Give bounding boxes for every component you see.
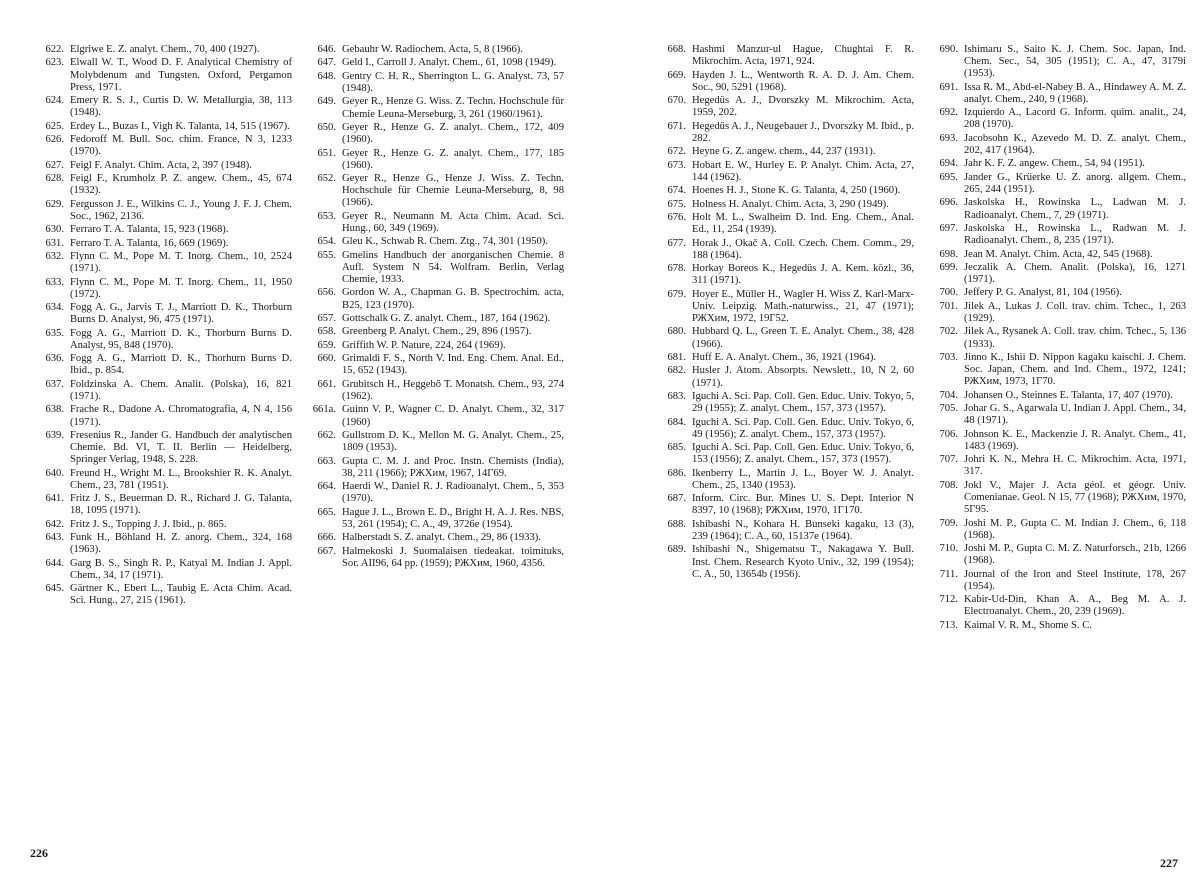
reference-text: Funk H., Böhland H. Z. anorg. Chem., 324, 168 (1963). — [70, 532, 292, 556]
reference-number: 636. — [45, 353, 64, 365]
reference-text: Hegedüs A. J., Neugebauer J., Dvorszky M. Ibid., p. 282. — [692, 120, 914, 144]
reference-entry — [924, 82, 1186, 106]
reference-number: 648. — [317, 70, 336, 82]
reference-number: 652. — [317, 173, 336, 185]
reference-text: Fogg A. G., Jarvis T. J., Marriott D. K., Thorburn Burns D. Analyst, 96, 475 (1971). — [70, 302, 292, 326]
reference-entry — [924, 197, 1186, 221]
reference-number: 646. — [317, 44, 336, 55]
reference-number: 655. — [317, 249, 336, 261]
reference-number: 677. — [667, 237, 686, 249]
reference-entry — [652, 95, 914, 119]
reference-entry — [302, 148, 564, 172]
reference-number: 696. — [939, 197, 958, 209]
reference-entry — [302, 379, 564, 403]
reference-number: 686. — [667, 467, 686, 479]
reference-entry — [302, 430, 564, 454]
reference-text: Gottschalk G. Z. analyt. Chem., 187, 164 (1962). — [342, 313, 551, 325]
reference-number: 657. — [317, 313, 336, 325]
reference-entry — [302, 326, 564, 338]
reference-entry — [652, 121, 914, 145]
reference-number: 645. — [45, 583, 64, 595]
reference-number: 702. — [939, 326, 958, 338]
reference-number: 681. — [667, 352, 686, 363]
reference-text: Garg B. S., Singh R. P., Katyal M. Indian J. Appl. Chem., 34, 17 (1971). — [70, 557, 292, 581]
reference-entry — [302, 481, 564, 505]
reference-entry — [924, 352, 1186, 388]
reference-entry — [924, 429, 1186, 453]
reference-number: 666. — [317, 532, 336, 544]
reference-entry — [924, 569, 1186, 593]
reference-entry — [924, 403, 1186, 427]
reference-entry — [30, 468, 292, 492]
reference-number: 664. — [317, 481, 336, 493]
reference-number: 665. — [317, 506, 336, 518]
reference-entry — [924, 390, 1186, 402]
reference-text: Johri K. N., Mehra H. C. Mikrochim. Acta, 1971, 317. — [964, 454, 1186, 478]
reference-entry — [924, 454, 1186, 478]
page-number-left: 226 — [30, 846, 48, 860]
reference-number: 701. — [939, 300, 958, 312]
reference-text: Ferraro T. A. Talanta, 16, 669 (1969). — [70, 237, 229, 249]
reference-text: Elgriwe E. Z. analyt. Chem., 70, 400 (1927). — [70, 44, 260, 55]
reference-number: 630. — [45, 224, 64, 236]
reference-number: 667. — [317, 545, 336, 557]
reference-entry — [30, 430, 292, 466]
reference-text: Husler J. Atom. Absorpts. Newslett., 10, N 2, 60 (1971). — [692, 365, 914, 389]
reference-entry — [302, 173, 564, 209]
reference-entry — [30, 353, 292, 377]
reference-text: Halberstadt S. Z. analyt. Chem., 29, 86 (1933). — [342, 532, 541, 544]
reference-number: 676. — [667, 212, 686, 224]
column — [302, 44, 564, 571]
reference-text: Flynn C. M., Pope M. T. Inorg. Chem., 10, 2524 (1971). — [70, 251, 292, 275]
reference-number: 682. — [667, 365, 686, 377]
reference-text: Hoyer E., Müller H., Wagler H. Wiss Z. Karl-Marx-Univ. Leipzig. Math.-naturwiss., 21, 47 (1971); РЖХим, 1972, 19Г52. — [692, 288, 914, 325]
reference-number: 635. — [45, 327, 64, 339]
reference-number: 707. — [939, 454, 958, 466]
reference-entry — [302, 340, 564, 352]
reference-entry — [30, 583, 292, 607]
reference-number: 624. — [45, 95, 64, 107]
reference-entry — [924, 133, 1186, 157]
reference-text: Elwall W. T., Wood D. F. Analytical Chemistry of Molybdenum and Tungsten. Oxford, Pergamon Press, 1971. — [70, 57, 292, 93]
reference-text: Huff E. A. Analyt. Chem., 36, 1921 (1964). — [692, 352, 877, 363]
reference-text: Hoenes H. J., Stone K. G. Talanta, 4, 250 (1960). — [692, 185, 901, 197]
reference-text: Greenberg P. Analyt. Chem., 29, 896 (1957). — [342, 326, 532, 338]
reference-entry — [924, 44, 1186, 80]
reference-entry — [302, 456, 564, 480]
reference-number: 684. — [667, 416, 686, 428]
reference-number: 699. — [939, 261, 958, 273]
reference-number: 649. — [317, 96, 336, 108]
reference-text: Frache R., Dadone A. Chromatografia, 4, N 4, 156 (1971). — [70, 404, 292, 428]
reference-entry — [30, 160, 292, 172]
reference-number: 654. — [317, 236, 336, 248]
reference-number: 695. — [939, 171, 958, 183]
reference-text: Iguchi A. Sci. Pap. Coll. Gen. Educ. Univ. Tokyo, 5, 29 (1955); Z. analyt. Chem., 157, 373 (1957). — [692, 390, 914, 415]
reference-text: Gleu K., Schwab R. Chem. Ztg., 74, 301 (1950). — [342, 236, 548, 248]
reference-number: 685. — [667, 442, 686, 454]
reference-number: 705. — [939, 403, 958, 415]
reference-entry — [652, 185, 914, 197]
reference-number: 627. — [45, 159, 64, 171]
reference-entry — [924, 287, 1186, 299]
reference-entry — [924, 107, 1186, 131]
reference-number: 710. — [939, 543, 958, 555]
reference-text: Hegedüs A. J., Dvorszky M. Mikrochim. Acta, 1959, 202. — [692, 95, 914, 119]
reference-number: 687. — [667, 493, 686, 505]
reference-entry — [302, 71, 564, 95]
reference-number: 622. — [45, 44, 64, 55]
reference-number: 693. — [939, 132, 958, 144]
reference-text: Geld I., Carroll J. Analyt. Chem., 61, 1098 (1949). — [342, 57, 557, 69]
reference-number: 651. — [317, 147, 336, 159]
reference-text: Inform. Circ. Bur. Mines U. S. Dept. Interior N 8397, 10 (1968); РЖХим, 1970, 1Г170. — [692, 493, 914, 517]
reference-entry — [652, 44, 914, 68]
reference-text: Gmelins Handbuch der anorganischen Chemie. 8 Aufl. System N 54. Wolfram. Berlin, Verlag Chemie, 1933. — [342, 249, 564, 286]
reference-entry — [302, 122, 564, 146]
reference-text: Fedoroff M. Bull. Soc. chim. France, N 3, 1233 (1970). — [70, 134, 292, 158]
reference-number: 708. — [939, 479, 958, 491]
reference-number: 691. — [939, 81, 958, 93]
reference-entry — [924, 543, 1186, 567]
reference-text: Grimaldi F. S., North V. Ind. Eng. Chem. Anal. Ed., 15, 652 (1943). — [342, 353, 564, 377]
reference-text: Jaskolska H., Rowinska L., Radwan M. J. Radioanalyt. Chem., 8, 235 (1971). — [964, 222, 1186, 247]
reference-number: 662. — [317, 429, 336, 441]
reference-entry — [924, 172, 1186, 196]
reference-text: Emery R. S. J., Curtis D. W. Metallurgia, 38, 113 (1948). — [70, 95, 292, 119]
reference-text: Jahr K. F. Z. angew. Chem., 54, 94 (1951). — [964, 158, 1145, 170]
reference-text: Fritz J. S., Topping J. J. Ibid., p. 865. — [70, 518, 227, 530]
reference-entry — [652, 289, 914, 325]
reference-entry — [652, 146, 914, 158]
reference-entry — [302, 96, 564, 120]
reference-entry — [30, 558, 292, 582]
reference-number: 647. — [317, 57, 336, 69]
reference-number: 703. — [939, 352, 958, 363]
reference-entry — [30, 493, 292, 517]
reference-number: 639. — [45, 429, 64, 441]
reference-text: Izquierdo A., Lacord G. Inform. quim. analit., 24, 208 (1970). — [964, 107, 1186, 131]
reference-entry — [30, 379, 292, 403]
reference-entry — [302, 507, 564, 531]
reference-text: Griffith W. P. Nature, 224, 264 (1969). — [342, 339, 506, 351]
reference-number: 661a. — [312, 404, 336, 416]
reference-entry — [652, 238, 914, 262]
reference-entry — [924, 518, 1186, 542]
reference-entry — [652, 468, 914, 492]
reference-entry — [30, 44, 292, 56]
reference-entry — [652, 352, 914, 364]
reference-text: Johansen O., Steinnes E. Talanta, 17, 407 (1970). — [964, 389, 1173, 401]
reference-text: Halmekoski J. Suomalaisen tiedeakat. toimituks, Sor. AII96, 64 pp. (1959); РЖХим, 1960, 4356. — [342, 545, 564, 569]
reference-entry — [30, 121, 292, 133]
reference-text: Iguchi A. Sci. Pap. Coll. Gen. Educ. Univ. Tokyo, 6, 153 (1956); Z. analyt. Chem., 157, 373 (1957). — [692, 442, 914, 466]
reference-number: 688. — [667, 518, 686, 530]
column — [30, 44, 292, 609]
reference-text: Jilek A., Rysanek A. Coll. trav. chim. Tchec., 5, 136 (1933). — [964, 326, 1186, 350]
reference-text: Freund H., Wright M. L., Brookshier R. K. Analyt. Chem., 23, 781 (1951). — [70, 467, 292, 491]
reference-text: Ishibashi N., Shigematsu T., Nakagawa Y. Bull. Inst. Chem. Research Kyoto Univ., 32, 199 (1954); C. A., 50, 13654b (1956). — [692, 544, 914, 580]
reference-text: Flynn C. M., Pope M. T. Inorg. Chem., 11, 1950 (1972). — [70, 276, 292, 300]
reference-text: Fresenius R., Jander G. Handbuch der analytischen Chemie. Bd. VI, T. II. Berlin — Heidelberg, Springer Verlag, 1948, S. 228. — [70, 429, 292, 466]
reference-entry — [302, 546, 564, 570]
reference-number: 642. — [45, 518, 64, 530]
reference-text: Fergusson J. E., Wilkins C. J., Young J. F. J. Chem. Soc., 1962, 2136. — [70, 198, 292, 222]
reference-text: Jeczalik A. Chem. Analit. (Polska), 16, 1271 (1971). — [964, 261, 1186, 286]
reference-number: 689. — [667, 544, 686, 556]
reference-text: Holness H. Analyt. Chim. Acta, 3, 290 (1949). — [692, 198, 889, 210]
reference-number: 680. — [667, 326, 686, 338]
reference-entry — [924, 620, 1186, 632]
reference-text: Jean M. Analyt. Chim. Acta, 42, 545 (1968). — [964, 248, 1153, 260]
reference-number: 640. — [45, 467, 64, 479]
reference-text: Ferraro T. A. Talanta, 15, 923 (1968). — [70, 224, 229, 236]
reference-entry — [652, 365, 914, 389]
reference-text: Haerdi W., Daniel R. J. Radioanalyt. Chem., 5, 353 (1970). — [342, 481, 564, 505]
reference-text: Hobart E. W., Hurley E. P. Analyt. Chim. Acta, 27, 144 (1962). — [692, 159, 914, 183]
reference-number: 629. — [45, 198, 64, 210]
reference-number: 673. — [667, 159, 686, 171]
reference-entry — [30, 173, 292, 197]
reference-entry — [302, 532, 564, 544]
reference-text: Geyer R., Henze G. Wiss. Z. Techn. Hochschule für Chemie Leuna-Merseburg, 3, 261 (1960/1961). — [342, 96, 564, 120]
reference-number: 626. — [45, 134, 64, 146]
reference-number: 653. — [317, 210, 336, 222]
reference-number: 678. — [667, 263, 686, 275]
reference-number: 671. — [667, 120, 686, 132]
reference-text: Joshi M. P., Gupta C. M. Z. Naturforsch., 21b, 1266 (1968). — [964, 543, 1186, 567]
reference-text: Jander G., Krüerke U. Z. anorg. allgem. Chem., 265, 244 (1951). — [964, 171, 1186, 195]
reference-number: 711. — [939, 568, 958, 580]
reference-number: 641. — [45, 493, 64, 505]
reference-text: Iguchi A. Sci. Pap. Coll. Gen. Educ. Univ. Tokyo, 6, 49 (1956); Z. analyt. Chem., 157, 373 (1957). — [692, 416, 914, 440]
reference-number: 668. — [667, 44, 686, 55]
reference-text: Heyne G. Z. angew. chem., 44, 237 (1931). — [692, 146, 876, 158]
reference-number: 632. — [45, 251, 64, 262]
reference-entry — [302, 250, 564, 286]
column — [924, 44, 1186, 633]
reference-entry — [652, 519, 914, 543]
reference-entry — [924, 301, 1186, 325]
right-page — [652, 44, 1192, 844]
reference-number: 634. — [45, 302, 64, 314]
reference-text: Foldzinska A. Chem. Analit. (Polska), 16, 821 (1971). — [70, 378, 292, 402]
reference-entry — [30, 328, 292, 352]
reference-number: 660. — [317, 353, 336, 365]
reference-text: Geyer R., Henze G. Z. analyt. Chem., 177, 185 (1960). — [342, 147, 564, 171]
reference-text: Gentry C. H. R., Sherrington L. G. Analyst. 73, 57 (1948). — [342, 70, 564, 94]
reference-text: Grubitsch H., Heggebö T. Monatsh. Chem., 93, 274 (1962). — [342, 378, 564, 402]
reference-entry — [924, 594, 1186, 618]
reference-entry — [652, 544, 914, 580]
reference-number: 712. — [939, 594, 958, 606]
reference-text: Hubbard Q. L., Green T. E. Analyt. Chem., 38, 428 (1966). — [692, 326, 914, 350]
column — [652, 44, 914, 582]
reference-text: Ishibashi N., Kohara H. Bunseki kagaku, 13 (3), 239 (1964); C. A., 60, 15137e (1964). — [692, 518, 914, 542]
reference-text: Fogg A. G., Marriott D. K., Thorburn Burns D. Analyst, 95, 848 (1970). — [70, 327, 292, 351]
reference-entry — [302, 404, 564, 428]
reference-text: Journal of the Iron and Steel Institute, 178, 267 (1954). — [964, 568, 1186, 592]
reference-entry — [652, 442, 914, 466]
reference-text: Hayden J. L., Wentworth R. A. D. J. Am. Chem. Soc., 90, 5291 (1968). — [692, 69, 914, 93]
reference-entry — [652, 391, 914, 415]
reference-number: 675. — [667, 198, 686, 210]
reference-entry — [924, 223, 1186, 247]
reference-text: Jaskolska H., Rowinska L., Ladwan M. J. Radioanalyt. Chem., 7, 29 (1971). — [964, 197, 1186, 221]
reference-entry — [652, 493, 914, 517]
left-page — [30, 44, 570, 844]
reference-entry — [30, 95, 292, 119]
reference-entry — [652, 417, 914, 441]
reference-text: Johnson K. E., Mackenzie J. R. Analyt. Chem., 41, 1483 (1969). — [964, 428, 1186, 452]
reference-number: 692. — [939, 107, 958, 119]
reference-number: 679. — [667, 288, 686, 300]
reference-number: 644. — [45, 557, 64, 569]
reference-entry — [924, 158, 1186, 170]
reference-entry — [30, 224, 292, 236]
page-number-right: 227 — [1160, 856, 1178, 870]
reference-number: 625. — [45, 120, 64, 132]
reference-text: Feigl F., Krumholz P. Z. angew. Chem., 45, 674 (1932). — [70, 173, 292, 197]
reference-entry — [302, 353, 564, 377]
reference-number: 623. — [45, 57, 64, 69]
reference-text: Erdey L., Buzas I., Vigh K. Talanta, 14, 515 (1967). — [70, 120, 290, 132]
reference-text: Fogg A. G., Marriott D. K., Thorhurn Burns D. Ibid., p. 854. — [70, 353, 292, 377]
reference-number: 628. — [45, 173, 64, 185]
reference-entry — [30, 134, 292, 158]
reference-text: Jinno K., Ishii D. Nippon kagaku kaischi. J. Chem. Soc. Japan, Chem. and Ind. Chem., 1972, 1241; РЖХим, 1973, 1Г70. — [964, 352, 1186, 388]
reference-number: 658. — [317, 326, 336, 338]
reference-text: Ikenberry L., Martin J. L., Boyer W. J. Analyt. Chem., 25, 1340 (1953). — [692, 467, 914, 491]
reference-text: Johar G. S., Agarwala U. Indian J. Appl. Chem., 34, 48 (1971). — [964, 403, 1186, 427]
reference-entry — [30, 199, 292, 223]
reference-number: 659. — [317, 339, 336, 351]
reference-entry — [30, 251, 292, 275]
reference-number: 656. — [317, 287, 336, 299]
reference-text: Gärtner K., Ebert L., Taubig E. Acta Chim. Acad. Sci. Hung., 27, 215 (1961). — [70, 583, 292, 607]
reference-number: 713. — [939, 619, 958, 631]
reference-entry — [924, 480, 1186, 516]
reference-entry — [652, 263, 914, 287]
reference-text: Guinn V. P., Wagner C. D. Analyt. Chem., 32, 317 (1960) — [342, 404, 564, 428]
reference-number: 670. — [667, 95, 686, 107]
reference-number: 683. — [667, 390, 686, 402]
reference-number: 704. — [939, 389, 958, 401]
reference-number: 709. — [939, 517, 958, 529]
reference-text: Jeffery P. G. Analyst, 81, 104 (1956). — [964, 287, 1122, 299]
reference-number: 631. — [45, 237, 64, 249]
reference-entry — [302, 236, 564, 248]
reference-text: Jokl V., Majer J. Acta géol. et géogr. Univ. Comenianae. Geol. N 15, 77 (1968); РЖХим, 1970, 5Г95. — [964, 479, 1186, 516]
reference-entry — [652, 326, 914, 350]
reference-text: Ishimaru S., Saito K. J. Chem. Soc. Japan, Ind. Chem. Sec., 54, 305 (1951); C. A., 47, 3179i (1953). — [964, 44, 1186, 80]
reference-entry — [652, 212, 914, 236]
reference-number: 669. — [667, 69, 686, 81]
reference-entry — [924, 262, 1186, 286]
reference-text: Geyer R., Henze G., Henze J. Wiss. Z. Techn. Hochschule für Chemie Leuna-Merseburg, 8, 98 (1966). — [342, 173, 564, 209]
reference-text: Hague J. L., Brown E. D., Bright H. A. J. Res. NBS, 53, 261 (1954); C. A., 49, 3726e (1954). — [342, 506, 564, 530]
reference-number: 674. — [667, 185, 686, 197]
reference-entry — [302, 211, 564, 235]
reference-text: Gordon W. A., Chapman G. B. Spectrochim. acta, B25, 123 (1970). — [342, 287, 564, 311]
reference-entry — [652, 160, 914, 184]
reference-entry — [652, 70, 914, 94]
reference-text: Horak J., Okač A. Coll. Czech. Chem. Comm., 29, 188 (1964). — [692, 237, 914, 261]
reference-number: 697. — [939, 222, 958, 234]
reference-entry — [924, 326, 1186, 350]
reference-entry — [30, 519, 292, 531]
reference-text: Kaimal V. R. M., Shome S. C. — [964, 619, 1092, 631]
reference-text: Gebauhr W. Radiochem. Acta, 5, 8 (1966). — [342, 44, 523, 55]
reference-entry — [30, 277, 292, 301]
reference-number: 706. — [939, 428, 958, 440]
reference-text: Fritz J. S., Beuerman D. R., Richard J. G. Talanta, 18, 1095 (1971). — [70, 493, 292, 517]
reference-entry — [30, 302, 292, 326]
reference-number: 638. — [45, 404, 64, 416]
reference-text: Jacobsohn K., Azevedo M. D. Z. analyt. Chem., 202, 417 (1964). — [964, 132, 1186, 156]
reference-text: Holt M. L., Swalheim D. Ind. Eng. Chem., Anal. Ed., 11, 254 (1939). — [692, 212, 914, 236]
reference-number: 690. — [939, 44, 958, 55]
reference-text: Issa R. M., Abd-el-Nabey B. A., Hindawey A. M. Z. analyt. Chem., 240, 9 (1968). — [964, 81, 1186, 105]
reference-entry — [302, 57, 564, 69]
reference-entry — [30, 238, 292, 250]
reference-text: Kabir-Ud-Din, Khan A. A., Beg M. A. J. Electroanalyt. Chem., 20, 239 (1969). — [964, 594, 1186, 618]
reference-entry — [924, 249, 1186, 261]
reference-entry — [652, 199, 914, 211]
reference-text: Feigl F. Analyt. Chim. Acta, 2, 397 (1948). — [70, 159, 252, 171]
reference-number: 672. — [667, 146, 686, 158]
reference-text: Horkay Boreos K., Hegedüs J. A. Kem. közl., 36, 311 (1971). — [692, 263, 914, 287]
reference-text: Gullstrom D. K., Mellon M. G. Analyt. Chem., 25, 1809 (1953). — [342, 429, 564, 454]
reference-entry — [30, 532, 292, 556]
reference-text: Gupta C. M. J. and Proc. Instn. Chemists (India), 38, 211 (1966); РЖХим, 1967, 14Г69. — [342, 455, 564, 479]
reference-number: 637. — [45, 378, 64, 390]
reference-text: Hashmi Manzur-ul Hague, Chughtai F. R. Mikrochim. Acta, 1971, 924. — [692, 44, 914, 68]
reference-entry — [30, 404, 292, 428]
reference-number: 700. — [939, 287, 958, 299]
reference-number: 663. — [317, 455, 336, 467]
reference-text: Jilek A., Lukas J. Coll. trav. chim. Tchec., 1, 263 (1929). — [964, 300, 1186, 325]
reference-entry — [302, 313, 564, 325]
reference-number: 661. — [317, 378, 336, 390]
reference-number: 694. — [939, 158, 958, 170]
reference-text: Joshi M. P., Gupta C. M. Indian J. Chem., 6, 118 (1968). — [964, 517, 1186, 541]
reference-number: 643. — [45, 532, 64, 544]
reference-number: 698. — [939, 248, 958, 260]
reference-entry — [302, 44, 564, 56]
reference-number: 650. — [317, 121, 336, 133]
reference-text: Geyer R., Henze G. Z. analyt. Chem., 172, 409 (1960). — [342, 121, 564, 146]
reference-text: Geyer R., Neumann M. Acta Chim. Acad. Sci. Hung., 60, 349 (1969). — [342, 210, 564, 234]
reference-number: 633. — [45, 276, 64, 288]
reference-entry — [30, 57, 292, 93]
reference-entry — [302, 287, 564, 311]
